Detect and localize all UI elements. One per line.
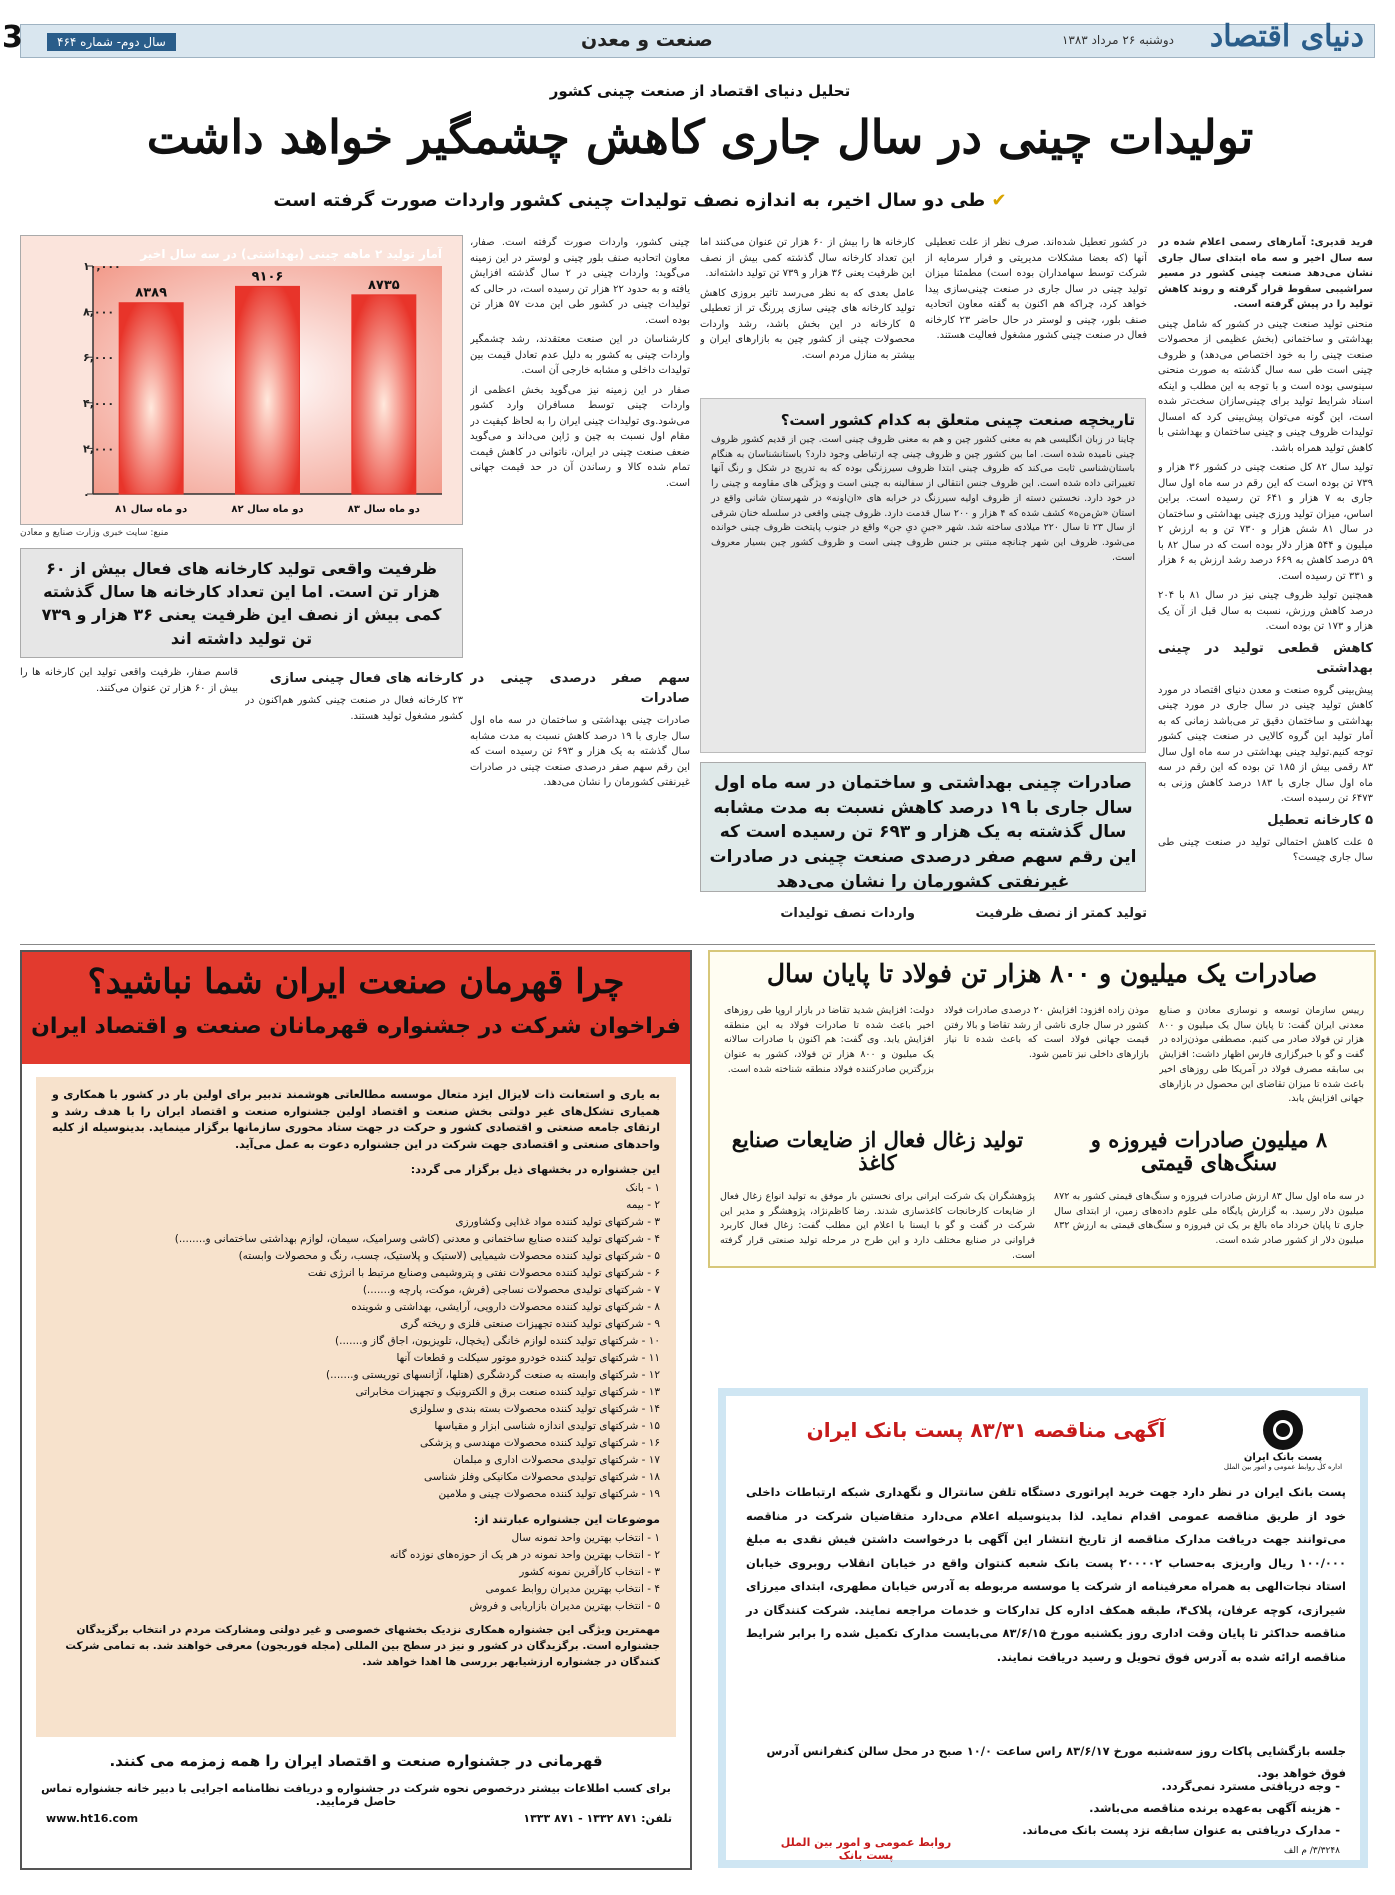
bar (352, 295, 416, 494)
exports-body-3: دولت: افزایش شدید تقاضا در بازار اروپا طی روزهای اخیر باعث شده تا صادرات فولاد به این منطقه افزایش یابد. وی گفت: هم اکنون با صادرات سالانه یک میلیون و ۸۰۰ هزار تن فولاد، کشور به عنوان بزرگترین صادرکننده فولاد منطقه شناخته شده است. (724, 1005, 934, 1075)
chart-title: آمار تولید ۲ ماهه چینی (بهداشتی) در سه سال اخیر (140, 247, 442, 261)
ad-list-item: ۱۷ - شرکتهای تولیدی محصولات اداری و مبلمان (453, 1454, 660, 1466)
paragraph: در کشور تعطیل شده‌اند. صرف نظر از علت تعطیلی آنها (که بعضا مشکلات مدیریتی و فرار سرمایه از شرکت توسط سهامداران بوده است) مطمئنا میزان تولید چینی در سال جاری در صنعت چینی‌سازی پیدا خواهد کرد، چراکه هم اکنون به گفته معاون اتحادیه صنف بلور، چینی و لوستر در حال حاضر ۲۳ کارخانه فعال در صنعت چینی کشور مشغول فعالیت هستند. (925, 237, 1147, 341)
tender-ad (718, 1388, 1368, 1868)
bank-subtitle: اداره کل روابط عمومی و امور بین الملل (1223, 1463, 1343, 1471)
section-heading: واردات نصف تولیدات (780, 906, 915, 921)
article-column-4 (470, 235, 690, 660)
production-chart (20, 235, 463, 525)
lower-column-a (470, 665, 690, 935)
bar-value-label: ۹۱۰۶ (251, 269, 284, 285)
pull-quote-2 (700, 762, 1146, 892)
bar (236, 286, 300, 494)
paragraph: عامل بعدی که به نظر می‌رسد تاثیر بروزی کاهش تولید کارخانه های چینی سازی پررنگ تر از تعطیلی ۵ کارخانه در این بخش باشد، رشد واردات محصولات چینی از کشور چین به بازارهای ایران و بیشتر به منازل مردم است. (700, 287, 915, 361)
ad-list-item: ۱۶ - شرکتهای تولید کننده محصولات مهندسی و پزشکی (420, 1437, 660, 1449)
chart-svg (21, 236, 462, 524)
lower-column-e (700, 900, 915, 940)
paragraph: صادرات چینی بهداشتی و ساختمان در سه ماه اول سال جاری با ۱۹ درصد کاهش نسبت به مدت مشابه سال گذشته به یک هزار و ۶۹۳ تن رسیده است که این رقم سهم صفر درصدی صنعت چینی در صادرات غیرنفتی کشورمان را نشان می‌دهد. (470, 715, 690, 789)
ad-topic-item: ۳ - انتخاب کارآفرین نمونه کشور (519, 1566, 660, 1578)
paragraph: صفار در این زمینه نیز می‌گوید بخش اعظمی از واردات چینی توسط مسافران وارد کشور می‌شود.وی تولیدات چینی ایران را به لحاظ کیفیت در مقام اول نسبت به چین و ژاپن می‌داند و می‌گوید ضعف صنعت چینی در ایران، ناتوانی در کاهش قیمت تمام شده کالا و رساندن آن در حد قیمت جهانی است. (470, 384, 690, 489)
ad-list-item: ۱۰ - شرکتهای تولید کننده لوازم خانگی (یخچال، تلویزیون، اجاق گاز و.......) (335, 1335, 660, 1347)
festival-ad (20, 950, 692, 1870)
ad-list-item: ۱ - بانک (625, 1182, 660, 1194)
category-label: دو ماه سال ۸۱ (115, 504, 188, 515)
article-kicker: تحلیل دنیای اقتصاد از صنعت چینی کشور (549, 82, 851, 100)
separator (20, 944, 1375, 945)
ad-topics (52, 1530, 660, 1615)
subhead-text: طی دو سال اخیر، به اندازه نصف تولیدات چینی کشور واردات صورت گرفته است (273, 190, 986, 211)
ad-list-item: ۱۸ - شرکتهای تولیدی محصولات مکانیکی وفلز شناسی (423, 1471, 660, 1483)
ad-body (36, 1077, 676, 1737)
paragraph: کارشناسان در این صنعت معتقدند، رشد چشمگیر واردات چینی به کشور به دلیل عدم تعادل قیمت بین تولیدات داخلی و مشابه خارجی آن است. (470, 334, 690, 376)
paragraph: تولید سال ۸۲ کل صنعت چینی در کشور ۳۶ هزار و ۷۳۹ تن بوده است که این رقم در سه ماه اول سال جاری به ۷ هزار و ۶۴۱ تن رسیده است. براین اساس، میزان تولید ورزی چینی بهداشتی و ساختمان در سال ۸۱ شش هزار و ۷۳۰ تن و به ارزش ۲ میلیون و ۵۴۴ هزار دلار بوده است که در سال ۸۲ با ۵۹ درصد کاهش به ۶۶۹ درصد رشد ارزش به ۶ هزار و ۳۳۱ تن رسیده است. (1158, 462, 1373, 582)
y-tick-label: ۶,۰۰۰ (83, 351, 115, 365)
exports-body-2: موذن زاده افزود: افزایش ۲۰ درصدی صادرات فولاد کشور در سال جاری ناشی از رشد تقاضا و بالا رفتن قیمت جهانی فولاد است که باعث شده تا نیاز بازارهای داخلی نیز تامین شود. (944, 1005, 1149, 1061)
turquoise-body: در سه ماه اول سال ۸۳ ارزش صادرات فیروزه و سنگ‌های قیمتی کشور به ۸۷۲ میلیون دلار رسید. به گزارش پایگاه ملی علوم داده‌های زمین، از ابتدای سال جاری تا پایان خرداد ماه بالغ بر یک تن فیروزه و سنگ‌های قیمتی به ارزش ۸۳۲ میلیون دلار از کشور صادر شده است. (1054, 1191, 1364, 1247)
tender-notes (740, 1776, 1340, 1842)
paragraph: ۲۳ کارخانه فعال در صنعت چینی کشور هم‌اکنون در کشور مشغول تولید هستند. (245, 695, 463, 722)
ad-list (52, 1180, 660, 1503)
y-tick-label: ۴,۰۰۰ (83, 396, 115, 410)
category-label: دو ماه سال ۸۲ (231, 504, 304, 515)
paragraph: ۵ علت کاهش احتمالی تولید در صنعت چینی طی سال جاری چیست؟ (1158, 836, 1373, 864)
ad-topic-item: ۵ - انتخاب بهترین مدیران بازاریابی و فروش (469, 1600, 660, 1612)
issue-date: دوشنبه ۲۶ مرداد ۱۳۸۳ (1061, 33, 1174, 47)
ad-website[interactable]: www.ht16.com (46, 1812, 139, 1825)
bar-value-label: ۸۳۸۹ (135, 285, 168, 301)
ad-list-item: ۱۹ - شرکتهای تولید کننده محصولات چینی و ملامین (438, 1488, 660, 1500)
turquoise-headline: ۸ میلیون صادرات فیروزه و سنگ‌های قیمتی (1090, 1127, 1328, 1176)
ad-list-item: ۱۴ - شرکتهای تولید کننده محصولات بسته بندی و سلولزی (409, 1403, 660, 1415)
article-column-2 (925, 235, 1147, 385)
chart-source: منبع: سایت خبری وزارت صنایع و معادن (20, 528, 169, 538)
ad-list-item: ۱۳ - شرکتهای تولید کننده صنعت برق و الکترونیک و تجهیزات مخابراتی (355, 1386, 660, 1398)
ad-footer: برای کسب اطلاعات بیشتر درخصوص نحوه شرکت در جشنواره و دریافت نظامنامه اجرایی با دبیر خانه جشنواره تماس حاصل فرمایید. (41, 1782, 671, 1808)
paragraph: چینی کشور، واردات صورت گرفته است. صفار، معاون اتحادیه صنف بلور چینی و لوستر در این زمینه می‌گوید: واردات چینی در ۲ سال گذشته افزایش یافته و به حدود ۲۲ هزار تن رسیده است، در حالی که تولیدات چینی در کشور طی این مدت ۵۷ هزار تن بوده است. (470, 237, 690, 326)
ad-title: چرا قهرمان صنعت ایران شما نباشید؟ (87, 962, 625, 1002)
pull-quote-text: ظرفیت واقعی تولید کارخانه های فعال بیش از ۶۰ هزار تن است. اما این تعداد کارخانه ها سال گذشته کمی بیش از نصف این ظرفیت یعنی ۳۶ هزار و ۷۳۹ تن تولید داشته اند (41, 559, 442, 648)
section-heading: ۵ کارخانه تعطیل (1267, 812, 1373, 828)
tender-footer: روابط عمومی و امور بین الملل پست بانک (780, 1836, 952, 1862)
ad-list-item: ۷ - شرکتهای تولیدی محصولات نساجی (فرش، موکت، پارچه و.......) (362, 1284, 660, 1296)
bar-value-label: ۸۷۳۵ (367, 277, 400, 293)
pull-quote-1 (20, 548, 463, 658)
page-header (20, 19, 1375, 58)
bank-logo-block (1218, 1410, 1348, 1471)
ad-list-item: ۱۵ - شرکتهای تولیدی اندازه شناسی ابزار و مقیاسها (434, 1420, 660, 1432)
tender-code: ۳/۳۲۴۸/ م الف (1283, 1846, 1340, 1856)
ad-topic-item: ۲ - انتخاب بهترین واحد نمونه در هر یک از حوزه‌های نوزده گانه (389, 1549, 660, 1561)
ad-banner (22, 952, 690, 1064)
article-subhead (230, 190, 1050, 211)
lower-column-d (925, 900, 1147, 940)
tender-meeting: جلسه بازگشایی پاکات روز سه‌شنبه مورخ ۸۳/۶/۱۷ راس ساعت ۱۰/۰ صبح در محل سالن کنفرانس آدرس فوق خواهد بود. (766, 1744, 1346, 1780)
charcoal-body: پژوهشگران یک شرکت ایرانی برای نخستین بار موفق به تولید انواع زغال فعال از ضایعات کارخانجات کاغذسازی شدند. رضا کاظم‌نژاد، پژوهشگر و مدیر این شرکت در گفت و گو با ایسنا با اعلام این مطلب گفت: زغال فعال کاربرد فراوانی در صنایع مختلف دارد و این طرح در مرحله تولید صنعتی قرار گرفته است. (720, 1191, 1035, 1261)
y-tick-label: ۲,۰۰۰ (83, 442, 115, 456)
volume-number: سال دوم- شماره ۴۶۴ (47, 33, 176, 51)
ad-topic-item: ۱ - انتخاب بهترین واحد نمونه سال (511, 1532, 660, 1544)
history-box (700, 398, 1146, 753)
ad-footer-bold: قهرمانی در جشنواره صنعت و اقتصاد ایران را همه زمزمه می کنند. (109, 1752, 603, 1770)
ad-subtitle: فراخوان شرکت در جشنواره قهرمانان صنعت و اقتصاد ایران (31, 1014, 681, 1039)
ad-list-item: ۵ - شرکتهای تولید کننده محصولات شیمیایی (لاستیک و پلاستیک، چسب، رنگ و محصولات وابسته) (238, 1250, 660, 1262)
y-tick-label: ۰ (83, 488, 90, 501)
history-body: چاینا در زبان انگلیسی هم به معنی کشور چین و هم به معنی ظروف چینی است. چین از قدیم کشور ظروف چینی نامیده شده است. اما بین کشور چین و ظروف چینی چه ارتباطی وجود دارد؟ باستانشناسان به هنگام باستان‌شناسی ثابت می‌کند که ظروف چینی ابتدا ظروف سیرزنگی بوده که به تدریج در شکل و رنگ آنها تغییراتی داده شده است. این ظروف جنس انتقالی از سفالینه به چینی است و ویژگی های مقاومه و چینی را در خود دارد. نخستین دسته از ظروف اولیه سیرزنگ در خرابه های «ان‌اونه» در شهرستان شانی واقع در استان «ش‌من‌ه» کشف شده که ۴ هزار و ۲۰۰ سال قدمت دارد. ظروف چینی واقعی در سلسله خنان شرقی از سال ۲۳ تا سال ۲۲۰ میلادی ساخته شد. شهر «جینِ دیِ جن» واقع در جنوب پایتخت ظروف چینی خوانده می‌شود. ظروف این شهر چنانچه مبتنی بر جنس ظروف چینی است و ظروف کشور چین بسیار معروف است. (711, 434, 1135, 563)
ad-list-item: ۱۱ - شرکتهای تولید کننده خودرو موتور سیکلت و قطعات آنها (396, 1352, 660, 1364)
paragraph: قاسم صفار، ظرفیت واقعی تولید این کارخانه ها را بیش از ۶۰ هزار تن عنوان می‌کنند. (20, 667, 238, 694)
ad-list-item: ۹ - شرکتهای تولید کننده تجهیزات صنعتی فلزی و ریخته گری (400, 1318, 660, 1330)
check-icon: ✔ (991, 190, 1007, 211)
tender-note: - هزینه آگهی به‌عهده برنده مناقصه می‌باشد. (1089, 1800, 1340, 1815)
lead-paragraph: فرید قدیری: آمارهای رسمی اعلام شده در سه سال اخیر و سه ماه ابتدای سال جاری نشان می‌دهد صنعت چینی کشور در مسیر سراشیبی سقوط قرار گرفته و روند کاهش تولید را در پیش گرفته است. (1158, 237, 1373, 310)
ad-list-item: ۳ - شرکتهای تولید کننده مواد غذایی وکشاورزی (455, 1216, 660, 1228)
ad-topics-title: موضوعات این جشنواره عبارتند از: (473, 1513, 660, 1526)
ad-topic-item: ۴ - انتخاب بهترین مدیران روابط عمومی (485, 1583, 660, 1595)
section-heading: کارخانه های فعال چینی سازی (269, 671, 463, 686)
bank-name: پست بانک ایران (1243, 1452, 1323, 1463)
ad-intro: به یاری و استعانت ذات لایزال ایزد متعال موسسه مطالعاتی هوشمند تدبیر برای اولین بار در کشور با همکاری و همیاری تشکل‌های غیر دولتی بخش صنعت و اقتصاد اولین جشنواره صنعت و اقتصاد ایران را با هدف رشد و ارتقای جامعه صنعتی و اقتصادی کشور و حرکت در جهت ستاد محوری سازمانها برگزار مینماید. بدینوسیله از کلیه واحدهای صنعتی و اقتصادی جهت شرکت در این جشنواره دعوت به عمل می‌آید. (52, 1088, 660, 1151)
section-title: صنعت و معدن (581, 29, 713, 51)
newspaper-logo: دنیای اقتصاد (1209, 19, 1364, 54)
article-column-3 (700, 235, 915, 385)
ad-list-item: ۴ - شرکتهای تولید کننده صنایع ساختمانی و معدنی (کاشی وسرامیک، سیمان، لوازم بهداشتی ساختمانی و........) (174, 1233, 660, 1245)
page-number: 3 (2, 20, 23, 55)
y-tick-label: ۱۰,۰۰۰ (83, 260, 121, 273)
tender-note: - وجه دریافتی مسترد نمی‌گردد. (1161, 1779, 1340, 1793)
charcoal-headline: تولید زغال فعال از ضایعات صنایع کاغذ (731, 1127, 1024, 1176)
tender-title: آگهی مناقصه ۸۳/۳۱ پست بانک ایران (806, 1418, 1166, 1442)
ad-list-title: این جشنواره در بخشهای ذیل برگزار می گردد: (410, 1163, 660, 1176)
bank-logo-icon (1263, 1410, 1303, 1450)
article-headline: تولیدات چینی در سال جاری کاهش چشمگیر خواهد داشت (146, 110, 1254, 164)
bar (119, 303, 183, 494)
ad-list-item: ۶ - شرکتهای تولید کننده محصولات نفتی و پتروشیمی وصنایع مرتبط با انرژی نفت (307, 1267, 660, 1279)
tender-body: پست بانک ایران در نظر دارد جهت خرید اپراتوری دستگاه تلفن سانترال و نگهداری شبکه ارتباطات داخلی خود از طریق مناقصه عمومی اقدام نماید. لذا بدینوسیله اعلام می‌دارد متقاضیان شرکت در مناقصه می‌توانند جهت دریافت مدارک مناقصه از تاریخ انتشار این آگهی با درخواست داشتن فیش نقدی به مبلغ ۱۰۰/۰۰۰ ریال واریزی به‌حساب ۲۰۰۰۰۲ پست بانک شعبه کنتوان واقع در خیابان انقلاب روبروی خیابان استاد نجات‌الهی به همراه معرفینامه از شرکت یا موسسه مربوطه به آدرس خیابان مطهری، ابتدای میرزای شیرازی، کوچه عرفان، پلاک۴، طبقه همکف اداره کل تدارکات و خدمات مراجعه نمایند. شرکت کنندگان در مناقصه حداکثر تا پایان وقت اداری روز یکشنبه مورخ ۸۳/۶/۱۵ می‌بایست مدارک تکمیل شده را برابر شرایط مناقصه ارائه شده به آدرس فوق تحویل و رسید دریافت نمایند. (746, 1485, 1346, 1664)
paragraph: کارخانه ها را بیش از ۶۰ هزار تن عنوان می‌کنند اما این تعداد کارخانه سال گذشته کمی بیش از نصف این ظرفیت یعنی ۳۶ هزار و ۷۳۹ تن تولید داشته‌اند. (700, 237, 915, 279)
paragraph: منحنی تولید صنعت چینی در کشور که شامل چینی بهداشتی و ساختمانی (بخش عظیمی از محصولات صنعت چینی را به خود اختصاص می‌دهد) و ظروف چینی است طی سه سال گذشته به صورت منحنی سینوسی بوده است و با توجه به این مطلب و اینکه اسناد شرایط تولید برای چینی‌سازان سخت‌تر شده است، این گونه می‌توان پیش‌بینی کرد که امسال تولیدات ظروف چینی و چینی ساختمان و بهداشتی با کاهش تولید همراه باشد. (1158, 318, 1373, 454)
paragraph: پیش‌بینی گروه صنعت و معدن دنیای اقتصاد در مورد کاهش تولید چینی در سال جاری در مورد چینی بهداشتی و ساختمان دقیق تر می‌باشد زمانی که به آمار تولید این گروه کالایی در صنعت چینی کشور توجه کنیم.تولید چینی بهداشتی در سه ماه اول سال ۸۳ رقمی بیش از ۱۸۵ تن بوده که این رقم در سه ماه اول سال جاری با ۱۸۳ درصد کاهش وزنی به ۶۴۷۳ تن رسیده است. (1158, 684, 1373, 805)
lower-column-b (245, 665, 463, 935)
ad-phone: تلفن: ۸۷۱ ۱۳۳۲ - ۸۷۱ ۱۳۳۳ (523, 1812, 672, 1825)
ad-list-item: ۲ - بیمه (626, 1199, 660, 1211)
category-label: دو ماه سال ۸۳ (347, 504, 420, 515)
ad-list-item: ۸ - شرکتهای تولید کننده محصولات دارویی، آرایشی، بهداشتی و شوینده (351, 1301, 660, 1313)
ad-list-item: ۱۲ - شرکتهای وابسته به صنعت گردشگری (هتلها، آژانسهای توریستی و.......) (326, 1369, 660, 1381)
exports-news-box (708, 950, 1376, 1268)
section-heading: تولید کمتر از نصف ظرفیت (975, 906, 1147, 921)
exports-body-1: رییس سازمان توسعه و نوسازی معادن و صنایع معدنی ایران گفت: تا پایان سال یک میلیون و ۸۰۰ هزار تن فولاد صادر می کنیم. مصطفی موذن‌زاده در گفت و گو با خبرگزاری فارس اظهار داشت: افزایش بی سابقه مصرف فولاد در آمریکا طی روزهای اخیر باعث شده تا میزان تقاضای این محصول در بازارهای جهانی افزایش یابد. (1159, 1005, 1364, 1105)
exports-headline: صادرات یک میلیون و ۸۰۰ هزار تن فولاد تا پایان سال (766, 959, 1318, 988)
lower-column-c (20, 665, 238, 935)
pull-quote-text: صادرات چینی بهداشتی و ساختمان در سه ماه اول سال جاری با ۱۹ درصد کاهش نسبت به مدت مشابه سال گذشته به یک هزار و ۶۹۳ تن رسیده است که این رقم سهم صفر درصدی صنعت چینی در صادرات غیرنفتی کشورمان را نشان می‌دهد (709, 773, 1137, 892)
paragraph: همچنین تولید ظروف چینی نیز در سال ۸۱ با ۲۰۴ درصد کاهش ورزش، نسبت به سال قبل از آن یک هزار و ۱۷۳ تن بوده است. (1158, 590, 1373, 632)
history-title: تاریخچه صنعت چینی متعلق به کدام کشور است؟ (780, 411, 1135, 429)
tender-note: - مدارک دریافتی به عنوان سابقه نزد پست بانک می‌ماند. (1022, 1822, 1340, 1837)
y-tick-label: ۸,۰۰۰ (83, 305, 115, 319)
section-heading: کاهش قطعی تولید در چینی بهداشتی (1158, 640, 1373, 676)
ad-note: مهمترین ویژگی این جشنواره همکاری نزدیک بخشهای خصوصی و غیر دولتی ومشارکت مردم در انتخاب برگزیدگان جشنواره است. برگزیدگان در کشور و نیز در سطح بین المللی (مجله فوربجون) معرفی خواهند شد. به تمامی شرکت کنندگان در جشنواره ارزشیابهر بررسی ها اهدا خواهد شد. (65, 1624, 660, 1668)
article-column-1 (1158, 235, 1373, 925)
section-heading: سهم صفر درصدی چینی در صادرات (470, 671, 690, 707)
